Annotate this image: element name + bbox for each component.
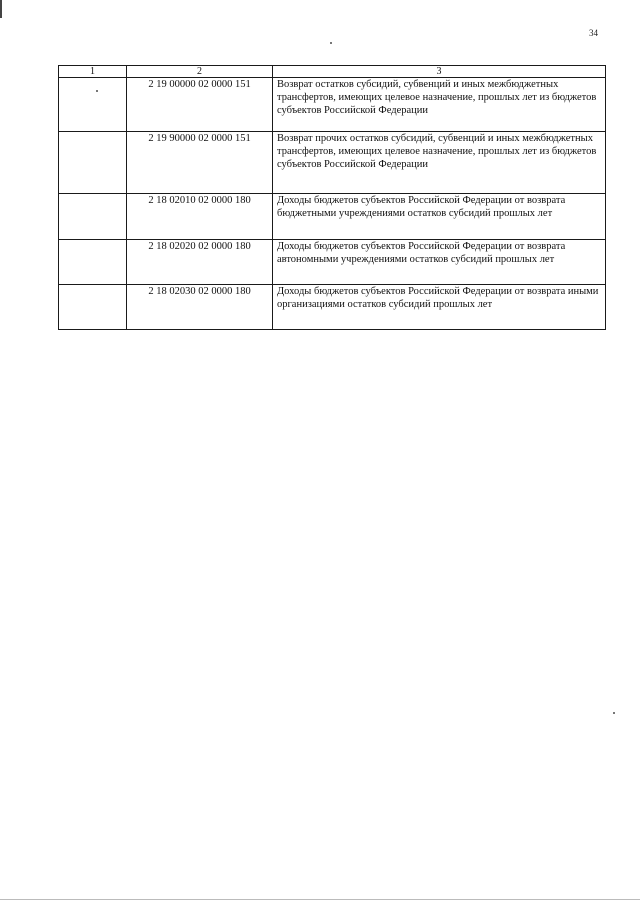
- table-row: [59, 285, 606, 330]
- table-row: [59, 132, 606, 194]
- budget-codes-table: [58, 65, 606, 330]
- description-cell: Возврат прочих остатков субсидий, субвенций и иных межбюджетных трансфертов, имеющих целевое назначение, прошлых лет из бюджетов субъектов Российской Федерации: [273, 132, 606, 194]
- table-row: [59, 240, 606, 285]
- row-index-cell: [59, 240, 127, 285]
- description-cell: Возврат остатков субсидий, субвенций и иных межбюджетных трансфертов, имеющих целевое назначение, прошлых лет из бюджетов субъектов Российской Федерации: [273, 78, 606, 132]
- description-cell: Доходы бюджетов субъектов Российской Федерации от возврата бюджетными учреждениями остатков субсидий прошлых лет: [273, 194, 606, 240]
- budget-code-cell: 2 19 90000 02 0000 151: [127, 132, 273, 194]
- row-index-cell: [59, 194, 127, 240]
- column-header-1: 1: [59, 66, 127, 78]
- page-number: 34: [589, 28, 598, 38]
- budget-code-cell: 2 18 02030 02 0000 180: [127, 285, 273, 330]
- row-index-cell: [59, 132, 127, 194]
- description-cell: Доходы бюджетов субъектов Российской Федерации от возврата иными организациями остатков субсидий прошлых лет: [273, 285, 606, 330]
- description-cell: Доходы бюджетов субъектов Российской Федерации от возврата автономными учреждениями остатков субсидий прошлых лет: [273, 240, 606, 285]
- column-header-2: 2: [127, 66, 273, 78]
- row-index-cell: [59, 78, 127, 132]
- budget-code-cell: 2 18 02010 02 0000 180: [127, 194, 273, 240]
- scan-speck: [96, 90, 98, 92]
- scan-bottom-edge: [0, 899, 640, 900]
- table-row: [59, 194, 606, 240]
- scan-speck: [613, 712, 615, 714]
- scan-edge-mark: [0, 0, 2, 18]
- table-header-row: [59, 66, 606, 78]
- budget-code-cell: 2 18 02020 02 0000 180: [127, 240, 273, 285]
- column-header-3: 3: [273, 66, 606, 78]
- table-row: [59, 78, 606, 132]
- budget-code-cell: 2 19 00000 02 0000 151: [127, 78, 273, 132]
- scan-speck: [330, 42, 332, 44]
- row-index-cell: [59, 285, 127, 330]
